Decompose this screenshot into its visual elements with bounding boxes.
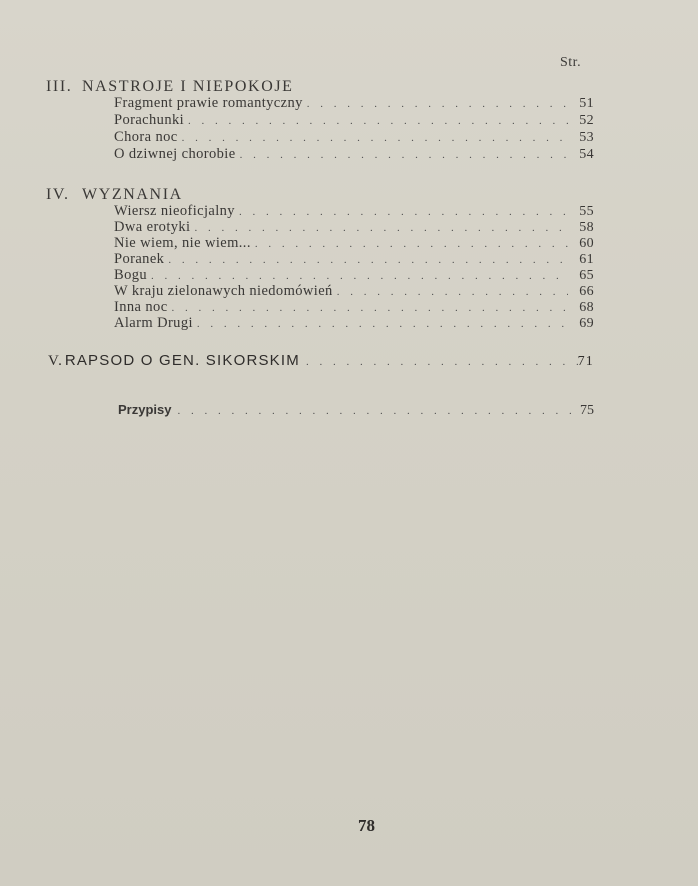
section-title: WYZNANIA <box>82 186 183 203</box>
entry-title: Fragment prawie romantyczny <box>114 95 303 111</box>
entry-page: 65 <box>579 268 594 283</box>
entry-page: 68 <box>579 300 594 315</box>
section-number: III. <box>46 78 73 95</box>
section-title: NASTROJE I NIEPOKOJE <box>82 78 294 95</box>
toc-entry <box>114 251 594 267</box>
entry-page: 53 <box>579 130 594 145</box>
entry-title: Chora noc <box>114 129 178 145</box>
entry-title: Bogu <box>114 267 148 283</box>
entry-page: 51 <box>579 96 594 111</box>
toc-entry <box>114 203 594 219</box>
dot-leader <box>307 98 568 110</box>
dot-leader <box>171 405 579 417</box>
toc-entry <box>114 299 594 315</box>
entry-page: 61 <box>579 252 594 267</box>
section-title: RAPSOD O GEN. SIKORSKIM <box>64 352 300 369</box>
section-heading-iii <box>46 78 294 96</box>
toc-entry <box>114 95 594 111</box>
toc-entry <box>114 235 594 251</box>
section-heading-iv <box>46 186 183 204</box>
entry-title: Porachunki <box>114 112 185 128</box>
entry-title: Wiersz nieoficjalny <box>114 203 235 219</box>
toc-entry <box>114 129 594 145</box>
dot-leader <box>255 238 568 250</box>
entry-title: W kraju zielonawych niedomówień <box>114 283 333 299</box>
section-heading-v <box>48 352 594 370</box>
entry-title: Inna noc <box>114 299 168 315</box>
entry-page: 75 <box>580 403 594 418</box>
footnotes-entry <box>118 402 594 419</box>
toc-entry <box>114 283 594 299</box>
page-column-label: Str. <box>560 55 582 70</box>
entry-page: 60 <box>579 236 594 251</box>
dot-leader <box>197 318 568 330</box>
toc-entry <box>114 112 594 128</box>
dot-leader <box>337 286 568 298</box>
entry-title: O dziwnej chorobie <box>114 146 236 162</box>
dot-leader <box>188 115 568 127</box>
entry-page: 55 <box>579 204 594 219</box>
dot-leader <box>240 149 568 161</box>
entry-title: Nie wiem, nie wiem... <box>114 235 251 251</box>
toc-entry <box>114 315 594 331</box>
dot-leader <box>151 270 568 282</box>
entry-page: 58 <box>579 220 594 235</box>
page-number: 78 <box>358 816 375 835</box>
entry-page: 52 <box>579 113 594 128</box>
entry-page: 66 <box>579 284 594 299</box>
entry-title: Dwa erotyki <box>114 219 191 235</box>
entry-title: Poranek <box>114 251 165 267</box>
entry-page: 54 <box>579 147 594 162</box>
toc-entry <box>114 219 594 235</box>
dot-leader <box>182 132 568 144</box>
entry-title: Alarm Drugi <box>114 315 193 331</box>
entry-title: Przypisy <box>118 402 172 417</box>
entry-page: 69 <box>579 316 594 331</box>
toc-entry <box>114 146 594 162</box>
section-number: V. <box>48 353 64 369</box>
dot-leader <box>168 254 568 266</box>
section-number: IV. <box>46 186 70 203</box>
dot-leader <box>300 356 578 368</box>
entry-page: 71 <box>577 354 594 369</box>
dot-leader <box>172 302 568 314</box>
toc-entry <box>114 267 594 283</box>
dot-leader <box>239 206 568 218</box>
dot-leader <box>194 222 568 234</box>
